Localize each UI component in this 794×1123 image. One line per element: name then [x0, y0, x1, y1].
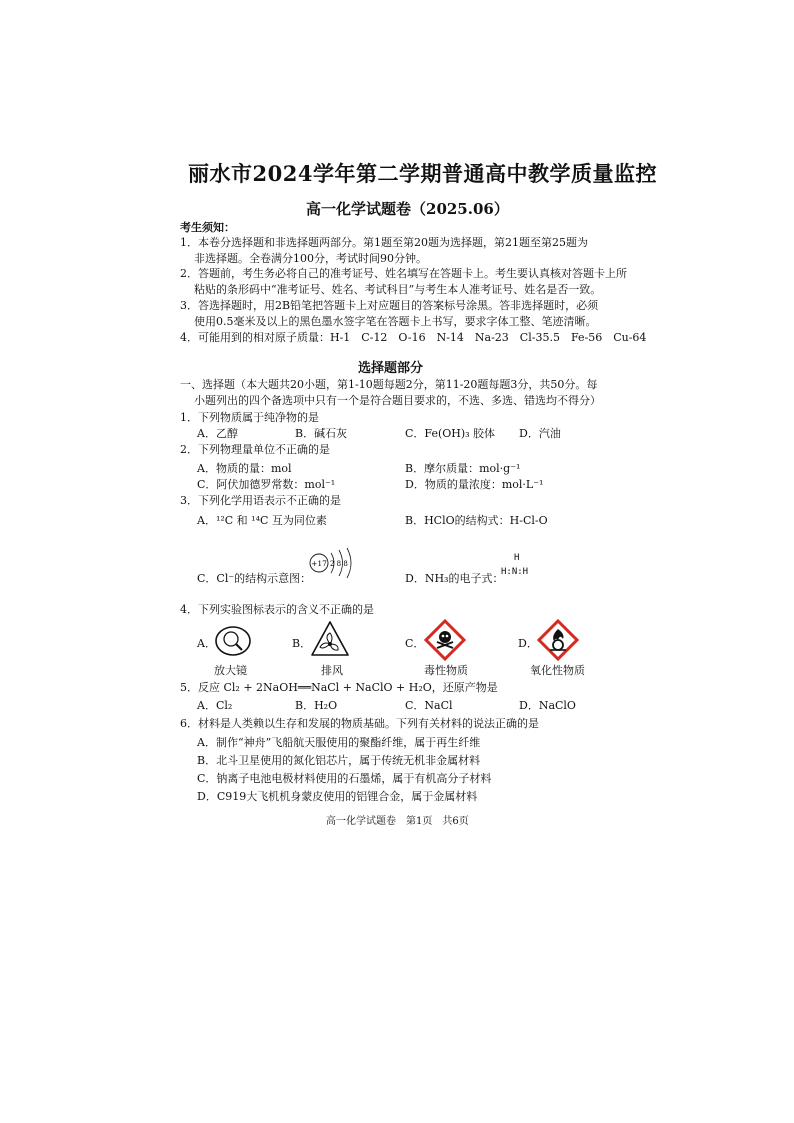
q1-option-d: D．汽油 — [519, 427, 561, 440]
section-intro: 一、选择题（本大题共20小题，第1-10题每题2分，第11-20题每题3分，共50分。每 — [180, 378, 598, 391]
toxic-skull-icon — [424, 619, 466, 661]
q4-stem: 4．下列实验图标表示的含义不正确的是 — [180, 603, 374, 616]
page-title: 丽水市2024学年第二学期普通高中教学质量监控 — [188, 161, 657, 186]
q6-option-b: B．北斗卫星使用的氮化铝芯片，属于传统无机非金属材料 — [197, 754, 481, 767]
notice-line: 2．答题前，考生务必将自己的准考证号、姓名填写在答题卡上。考生要认真核对答题卡上所 — [180, 267, 627, 280]
notice-line: 4．可能用到的相对原子质量：H-1 C-12 O-16 N-14 Na-23 Cl-35.5 Fe-56 Cu-64 — [180, 331, 647, 344]
nh3-electron-formula: H:N:H — [501, 567, 529, 577]
cl-nucleus-label: +17 — [311, 559, 327, 568]
q4-option-d: D． — [518, 637, 538, 650]
q5-option-d: D．NaClO — [519, 699, 576, 712]
q5-option-c: C．NaCl — [405, 699, 453, 712]
q2-option-a: A．物质的量：mol — [197, 462, 292, 475]
q6-option-c: C．钠离子电池电极材料使用的石墨烯，属于有机高分子材料 — [197, 772, 492, 785]
q1-stem: 1．下列物质属于纯净物的是 — [180, 411, 319, 424]
cl-shell-labels: 2 8 8 — [330, 560, 348, 568]
notice-line: 1．本卷分选择题和非选择题两部分。第1题至第20题为选择题，第21题至第25题为 — [180, 236, 588, 249]
q4-option-b: B． — [292, 637, 312, 650]
q6-option-a: A．制作“神舟”飞船航天服使用的聚酯纤维，属于再生纤维 — [197, 736, 481, 749]
page-footer: 高一化学试题卷 第1页 共6页 — [326, 816, 469, 827]
cl-ion-structure-diagram — [306, 545, 366, 581]
section-title: 选择题部分 — [358, 361, 424, 376]
exhaust-fan-icon — [310, 620, 350, 658]
q6-option-d: D．C919大飞机机身蒙皮使用的铝锂合金，属于金属材料 — [197, 790, 478, 803]
q3-stem: 3．下列化学用语表示不正确的是 — [180, 494, 341, 507]
nh3-electron-top: H — [514, 553, 520, 563]
q5-option-a: A．Cl₂ — [197, 699, 233, 712]
q3-option-d: D．NH₃的电子式： — [405, 572, 504, 585]
q1-option-a: A．乙醇 — [197, 427, 238, 440]
q5-option-b: B．H₂O — [295, 699, 338, 712]
q2-option-c: C．阿伏加德罗常数：mol⁻¹ — [197, 478, 336, 491]
q2-stem: 2．下列物理量单位不正确的是 — [180, 443, 330, 456]
q3-option-c: C．Cl⁻的结构示意图： — [197, 572, 312, 585]
q4-option-a: A． — [197, 637, 216, 650]
q4-caption-b: 排风 — [321, 664, 343, 677]
q1-option-c: C．Fe(OH)₃ 胶体 — [405, 427, 496, 440]
q3-option-a: A．¹²C 和 ¹⁴C 互为同位素 — [197, 514, 327, 527]
q5-stem: 5．反应 Cl₂ + 2NaOH══NaCl + NaClO + H₂O，还原产物是 — [180, 681, 498, 694]
magnifier-icon — [213, 623, 253, 659]
section-intro: 小题列出的四个备选项中只有一个是符合题目要求的，不选、多选、错选均不得分） — [194, 394, 601, 407]
q2-option-d: D．物质的量浓度：mol·L⁻¹ — [405, 478, 544, 491]
q4-caption-d: 氧化性物质 — [530, 664, 585, 677]
notice-line: 粘贴的条形码中“准考证号、姓名、考试科目”与考生本人准考证号、姓名是否一致。 — [194, 283, 602, 296]
q4-caption-c: 毒性物质 — [424, 664, 468, 677]
notice-line: 3．答选择题时，用2B铅笔把答题卡上对应题目的答案标号涂黑。答非选择题时，必须 — [180, 299, 599, 312]
q2-option-b: B．摩尔质量：mol·g⁻¹ — [405, 462, 521, 475]
notice-line: 非选择题。全卷满分100分，考试时间90分钟。 — [194, 252, 427, 265]
page-subtitle: 高一化学试题卷（2025.06） — [306, 200, 509, 218]
q3-option-b: B．HClO的结构式：H-Cl-O — [405, 514, 548, 527]
q6-stem: 6．材料是人类赖以生存和发展的物质基础。下列有关材料的说法正确的是 — [180, 717, 539, 730]
notice-line: 使用0.5毫米及以上的黑色墨水签字笔在答题卡上书写，要求字体工整、笔迹清晰。 — [194, 315, 597, 328]
q4-option-c: C． — [405, 637, 425, 650]
notice-heading: 考生须知： — [180, 221, 235, 234]
q4-caption-a: 放大镜 — [214, 664, 247, 677]
oxidizer-flame-icon — [537, 619, 579, 661]
q1-option-b: B．碱石灰 — [295, 427, 348, 440]
